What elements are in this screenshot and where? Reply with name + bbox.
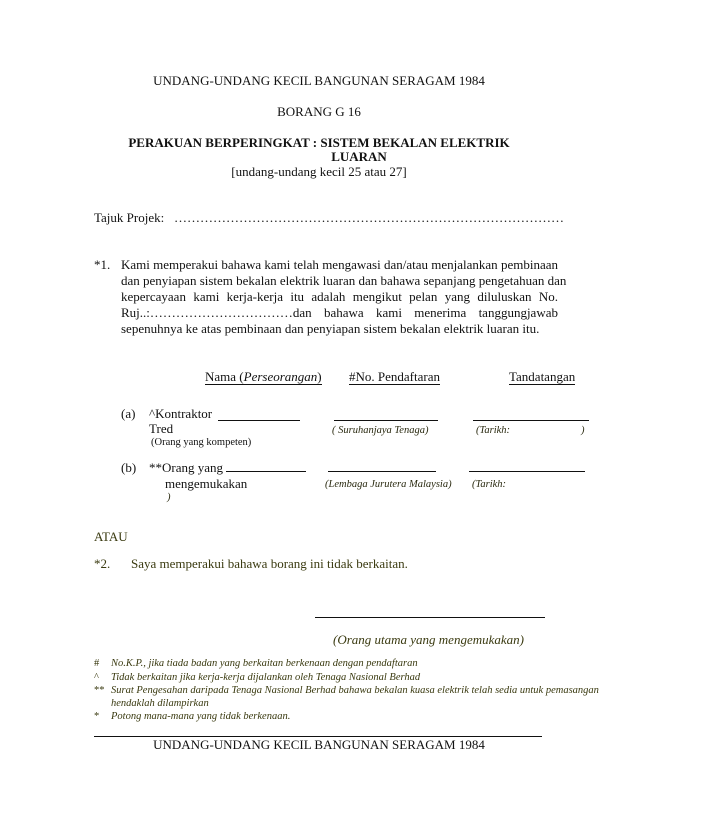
column-name-heading [205, 369, 322, 385]
row-b-date-label: (Tarikh: [472, 479, 507, 490]
column-registration-heading [349, 369, 440, 385]
column-registration-heading-text: #No. Pendaftaran [349, 369, 440, 384]
footnote-text: No.K.P., jika tiada badan yang berkaitan berkenaan dengan pendaftaran [111, 658, 418, 669]
atau-label: ATAU [94, 529, 128, 544]
section2-text: Saya memperakui bahawa borang ini tidak berkaitan. [131, 556, 408, 571]
section1-line: Kami memperakui bahawa kami telah mengawasi dan/atau menjalankan pembinaan [121, 257, 558, 272]
row-a-name-line[interactable] [218, 420, 300, 421]
section2-number: *2. [94, 556, 111, 571]
footnote-mark: # [94, 658, 100, 669]
row-a-date-close: ) [581, 425, 585, 436]
row-a-label: (a) [121, 406, 136, 421]
section1-line: Ruj..:……………………………dan bahawa kami menerima tanggungjawab [121, 305, 558, 320]
form-heading-line2: LUARAN [331, 149, 387, 164]
section1-line: sepenuhnya ke atas pembinaan dan penyiapan sistem bekalan elektrik luaran itu. [121, 321, 540, 336]
form-number: BORANG G 16 [277, 104, 361, 119]
section1-line: dan penyiapan sistem bekalan elektrik luaran dan bahawa sepanjang pengetahuan dan [121, 273, 567, 288]
row-a-role-line2: Tred [149, 421, 174, 436]
signatory-caption: (Orang utama yang mengemukakan) [333, 632, 524, 647]
row-a-registration-line[interactable] [334, 420, 438, 421]
row-b-label: (b) [121, 460, 137, 475]
name-suffix: ) [317, 369, 322, 384]
bylaw-reference: [undang-undang kecil 25 atau 27] [231, 164, 407, 179]
column-name-heading-text [205, 369, 322, 385]
footnote-text: Tidak berkaitan jika kerja-kerja dijalankan oleh Tenaga Nasional Berhad [111, 672, 421, 683]
column-signature-heading-text: Tandatangan [509, 369, 576, 384]
row-b-role-line1: **Orang yang [149, 460, 224, 475]
footnote-text: Potong mana-mana yang tidak berkenaan. [111, 711, 291, 722]
row-a-signature-line[interactable] [473, 420, 589, 421]
row-a-role-line1: ^Kontraktor [149, 406, 213, 421]
row-b-signature-line[interactable] [469, 471, 585, 472]
footnote-text: Surat Pengesahan daripada Tenaga Nasional Berhad bahawa bekalan kuasa elektrik telah sedia untuk pemasangan [111, 685, 599, 696]
footnote-text: hendaklah dilampirkan [111, 698, 209, 709]
project-title-field[interactable]: ……………………………………………………………………………… [174, 210, 564, 225]
row-b-registration-line[interactable] [328, 471, 436, 472]
footnote-mark: ** [94, 685, 105, 696]
section1-number: *1. [94, 257, 111, 272]
act-title: UNDANG-UNDANG KECIL BANGUNAN SERAGAM 1984 [153, 73, 485, 88]
name-individual: Perseorangan [243, 369, 318, 384]
row-a-registration-body: ( Suruhanjaya Tenaga) [332, 425, 429, 436]
form-heading-line1: PERAKUAN BERPERINGKAT : SISTEM BEKALAN ELEKTRIK [128, 135, 510, 150]
footnote-mark: ^ [94, 672, 99, 683]
row-a-date-label: (Tarikh: [476, 425, 511, 436]
project-title-label: Tajuk Projek: [94, 210, 165, 225]
column-signature-heading [509, 369, 575, 385]
section1-line: kepercayaan kami kerja-kerja itu adalah mengikut pelan yang diluluskan No. [121, 289, 558, 304]
name-prefix: Nama ( [205, 369, 244, 384]
signatory-signature-line[interactable] [315, 617, 545, 618]
footnote-mark: * [94, 711, 100, 722]
footer-act-title: UNDANG-UNDANG KECIL BANGUNAN SERAGAM 1984 [153, 737, 485, 752]
row-b-date-close-bracket: ) [167, 492, 171, 503]
row-a-role-note: (Orang yang kompeten) [151, 437, 252, 448]
row-b-role-line2: mengemukakan [165, 476, 248, 491]
row-b-name-line[interactable] [226, 471, 306, 472]
row-b-registration-body: (Lembaga Jurutera Malaysia) [325, 479, 452, 490]
